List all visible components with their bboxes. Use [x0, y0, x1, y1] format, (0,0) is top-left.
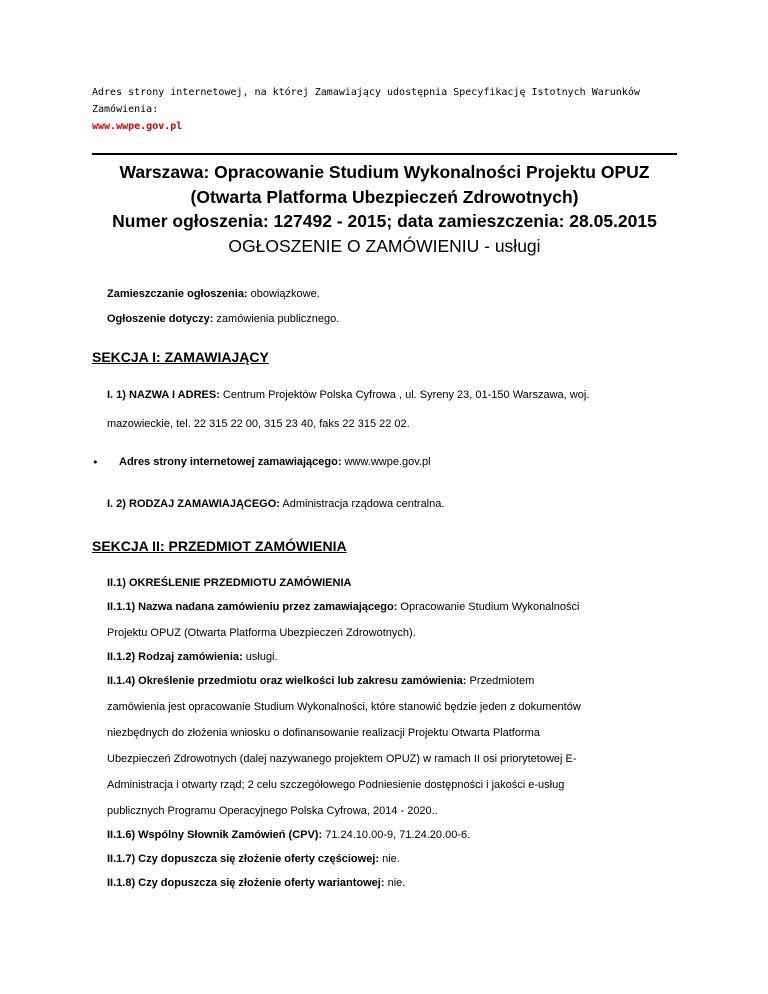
s1-web-line	[119, 456, 431, 468]
s2-sub-heading-text: II.1) OKREŚLENIE PRZEDMIOTU ZAMÓWIENIA	[107, 577, 352, 589]
s1-web-value: www.wwpe.gov.pl	[341, 456, 431, 468]
s2-cpv-line	[107, 829, 470, 841]
title-line-4: OGŁOSZENIE O ZAMÓWIENIU - usługi	[228, 235, 541, 256]
s2-czesciowa-label: II.1.7) Czy dopuszcza się złożenie oferty częściowej:	[107, 853, 380, 865]
s2-okreslenie-value-1: Przedmiotem	[466, 675, 535, 687]
bullet-icon: •	[92, 456, 99, 469]
s2-rodzaj-label: II.1.2) Rodzaj zamówienia:	[107, 651, 243, 663]
s1-type-value: Administracja rządowa centralna.	[279, 498, 445, 510]
section-1-heading: SEKCJA I: ZAMAWIAJĄCY	[92, 349, 269, 365]
s1-type-line	[107, 498, 444, 510]
meta-zamieszczanie-label: Zamieszczanie ogłoszenia:	[107, 288, 248, 300]
title-line-1: Warszawa: Opracowanie Studium Wykonalności Projektu OPUZ	[119, 162, 650, 182]
s2-nazwa-value-1: Opracowanie Studium Wykonalności	[397, 601, 580, 613]
s2-czesciowa-value: nie.	[379, 853, 400, 865]
intro-link[interactable]: www.wwpe.gov.pl	[92, 121, 183, 132]
s1-name-line-1	[107, 389, 589, 401]
s2-okreslenie-line-2: zamówienia jest opracowanie Studium Wykonalności, które stanowić będzie jeden z dokumentów	[107, 701, 581, 713]
meta-dotyczy-label: Ogłoszenie dotyczy:	[107, 313, 214, 325]
s2-okreslenie-line-1	[107, 675, 534, 687]
meta-zamieszczanie-value: obowiązkowe.	[247, 288, 320, 300]
title-line-2: (Otwarta Platforma Ubezpieczeń Zdrowotnych)	[190, 186, 579, 207]
s2-cpv-label: II.1.6) Wspólny Słownik Zamówień (CPV):	[107, 829, 323, 841]
meta-zamieszczanie	[107, 288, 320, 300]
s2-nazwa-line-1	[107, 601, 579, 613]
section-2-heading: SEKCJA II: PRZEDMIOT ZAMÓWIENIA	[92, 538, 347, 554]
s1-type-label: I. 2) RODZAJ ZAMAWIAJĄCEGO:	[107, 498, 280, 510]
s2-okreslenie-line-6: publicznych Programu Operacyjnego Polska Cyfrowa, 2014 - 2020..	[107, 805, 438, 817]
s1-web-label: Adres strony internetowej zamawiającego:	[119, 456, 342, 468]
title-line-3: Numer ogłoszenia: 127492 - 2015; data zamieszczenia: 28.05.2015	[112, 211, 657, 231]
s2-nazwa-line-2: Projektu OPUZ (Otwarta Platforma Ubezpieczeń Zdrowotnych).	[107, 627, 416, 639]
s2-wariantowa-line	[107, 877, 405, 889]
s2-czesciowa-line	[107, 853, 400, 865]
s1-name-value-1: Centrum Projektów Polska Cyfrowa , ul. Syreny 23, 01-150 Warszawa, woj.	[219, 389, 590, 401]
s1-name-line-2: mazowieckie, tel. 22 315 22 00, 315 23 40, faks 22 315 22 02.	[107, 418, 410, 430]
horizontal-rule	[92, 153, 677, 155]
s2-cpv-value: 71.24.10.00-9, 71.24.20.00-6.	[322, 829, 471, 841]
s2-okreslenie-line-3: niezbędnych do złożenia wniosku o dofinansowanie realizacji Projektu Otwarta Platforma	[107, 727, 540, 739]
s2-wariantowa-value: nie.	[384, 877, 406, 889]
s2-rodzaj-value: usługi.	[242, 651, 278, 663]
s2-rodzaj-line	[107, 651, 278, 663]
s1-name-label: I. 1) NAZWA I ADRES:	[107, 389, 220, 401]
s2-wariantowa-label: II.1.8) Czy dopuszcza się złożenie oferty wariantowej:	[107, 877, 385, 889]
meta-dotyczy	[107, 313, 339, 325]
notice-title	[92, 160, 677, 258]
s2-sub-heading	[107, 577, 351, 589]
s2-okreslenie-line-4: Ubezpieczeń Zdrowotnych (dalej nazywanego projektem OPUZ) w ramach II osi priorytetowej E-	[107, 753, 577, 765]
s2-okreslenie-line-5: Administracja i otwarty rząd; 2 celu szczegółowego Podniesienie dostępności i jakości e-usług	[107, 779, 565, 791]
s2-okreslenie-label: II.1.4) Określenie przedmiotu oraz wielkości lub zakresu zamówienia:	[107, 675, 467, 687]
intro-text: Adres strony internetowej, na której Zamawiający udostępnia Specyfikację Istotnych Warunków Zamówienia:	[92, 87, 640, 115]
intro-block	[92, 84, 652, 135]
meta-dotyczy-value: zamówienia publicznego.	[213, 313, 340, 325]
s2-nazwa-label: II.1.1) Nazwa nadana zamówieniu przez zamawiającego:	[107, 601, 398, 613]
